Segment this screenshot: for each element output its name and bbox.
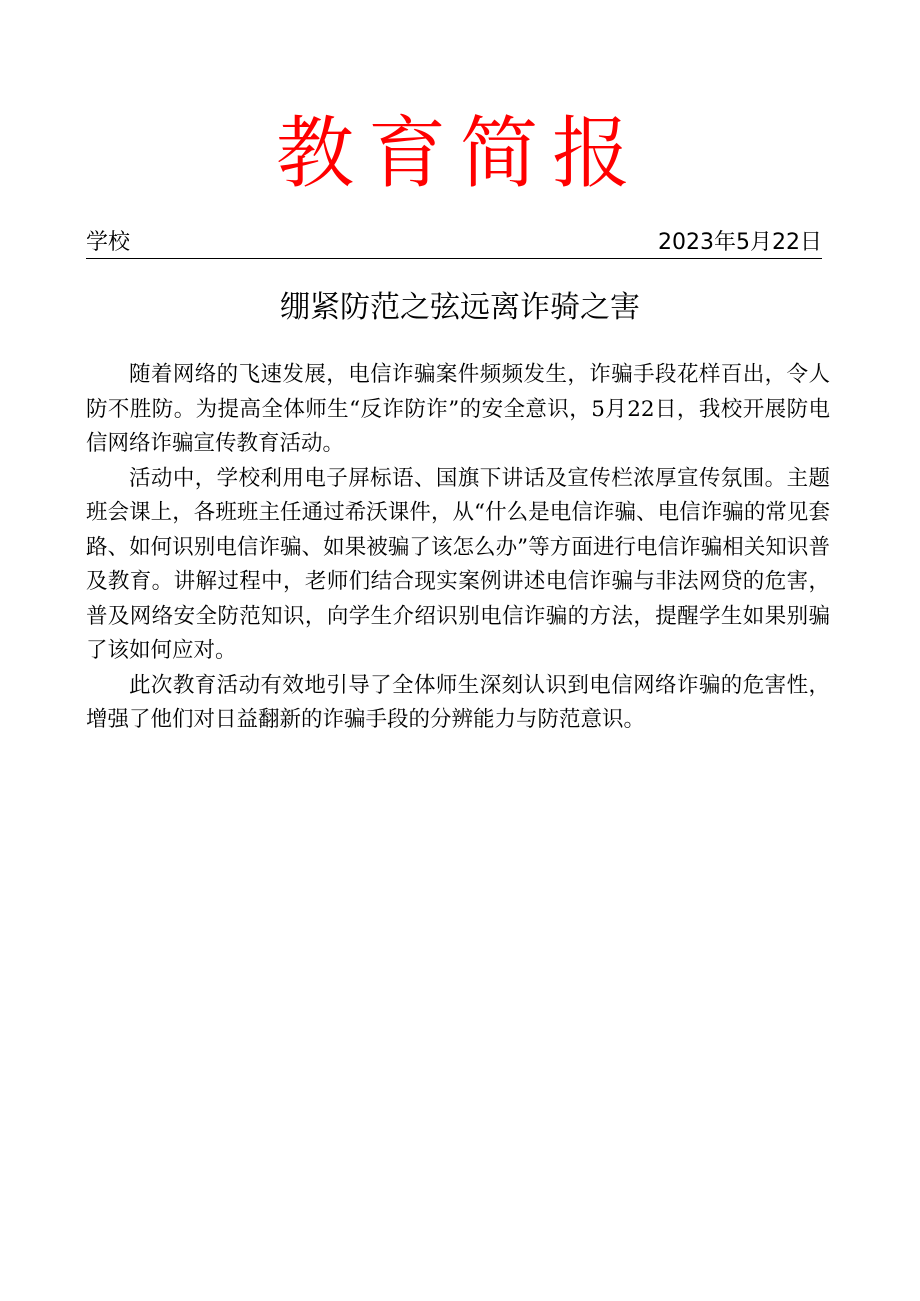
school-label: 学校 [86,230,131,255]
article-paragraph: 此次教育活动有效地引导了全体师生深刻认识到电信网络诈骗的危害性，增强了他们对日益翻新的诈骗手段的分辨能力与防范意识。 [86,672,830,732]
article-body [86,358,830,738]
article-paragraph: 活动中，学校利用电子屏标语、国旗下讲话及宣传栏浓厚宣传氛围。主题班会课上，各班班主任通过希沃课件，从“什么是电信诈骗、电信诈骗的常见套路、如何识别电信诈骗、如果被骗了该怎么办”等方面进行电信诈骗相关知识普及教育。讲解过程中，老师们结合现实案例讲述电信诈骗与非法网贷的危害，普及网络安全防范知识，向学生介绍识别电信诈骗的方法，提醒学生如果别骗了该如何应对。 [86,465,830,663]
info-line [86,228,822,259]
article-paragraph: 随着网络的飞速发展，电信诈骗案件频频发生，诈骗手段花样百出，令人防不胜防。为提高全体师生“反诈防诈”的安全意识，5月22日，我校开展防电信网络诈骗宣传教育活动。 [86,362,830,456]
masthead-title: 教育简报 [275,109,644,199]
issue-date: 2023年5月22日 [658,230,822,255]
article-headline: 绷紧防范之弦远离诈骑之害 [280,290,640,325]
